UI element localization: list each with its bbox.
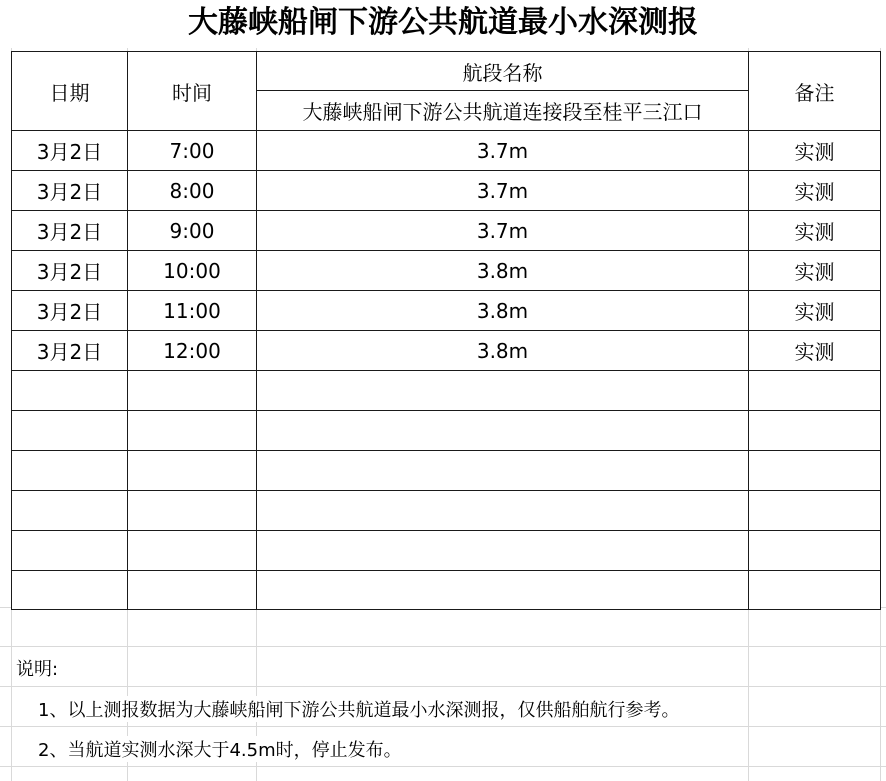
table-row (12, 211, 881, 251)
empty-row (12, 491, 881, 531)
remark-cell: 实测 (749, 331, 881, 371)
empty-cell (128, 411, 257, 451)
depth-cell: 3.7m (257, 211, 749, 251)
date-cell: 3月2日 (12, 331, 128, 371)
depth-report-table (11, 51, 881, 610)
section-name: 大藤峡船闸下游公共航道连接段至桂平三江口 (257, 91, 749, 131)
empty-cell (749, 451, 881, 491)
header-row (12, 52, 881, 91)
time-cell: 12:00 (128, 331, 257, 371)
note-item: 2、当航道实测水深大于4.5m时，停止发布。 (38, 736, 402, 762)
empty-cell (12, 531, 128, 571)
empty-cell (12, 571, 128, 610)
time-cell: 9:00 (128, 211, 257, 251)
time-header: 时间 (128, 52, 257, 131)
remark-header: 备注 (749, 52, 881, 131)
date-cell: 3月2日 (12, 131, 128, 171)
gridline (0, 726, 886, 727)
date-cell: 3月2日 (12, 211, 128, 251)
empty-cell (257, 571, 749, 610)
depth-cell: 3.8m (257, 291, 749, 331)
depth-cell: 3.8m (257, 331, 749, 371)
table-row (12, 251, 881, 291)
time-cell: 10:00 (128, 251, 257, 291)
empty-cell (749, 371, 881, 411)
time-cell: 7:00 (128, 131, 257, 171)
empty-cell (12, 491, 128, 531)
date-cell: 3月2日 (12, 251, 128, 291)
table-row (12, 331, 881, 371)
table-row (12, 131, 881, 171)
time-cell: 11:00 (128, 291, 257, 331)
table-row (12, 171, 881, 211)
remark-cell: 实测 (749, 171, 881, 211)
remark-cell: 实测 (749, 251, 881, 291)
empty-cell (128, 531, 257, 571)
section-header: 航段名称 (257, 52, 749, 91)
depth-cell: 3.8m (257, 251, 749, 291)
gridline (0, 646, 886, 647)
empty-cell (257, 411, 749, 451)
empty-cell (128, 371, 257, 411)
remark-cell: 实测 (749, 131, 881, 171)
time-cell: 8:00 (128, 171, 257, 211)
empty-cell (749, 491, 881, 531)
empty-cell (12, 411, 128, 451)
empty-row (12, 571, 881, 610)
empty-cell (12, 451, 128, 491)
notes-heading: 说明: (16, 655, 58, 681)
gridline (0, 766, 886, 767)
empty-row (12, 371, 881, 411)
depth-cell: 3.7m (257, 131, 749, 171)
empty-cell (128, 451, 257, 491)
remark-cell: 实测 (749, 291, 881, 331)
empty-cell (12, 371, 128, 411)
empty-cell (128, 491, 257, 531)
empty-cell (257, 371, 749, 411)
note-item: 1、以上测报数据为大藤峡船闸下游公共航道最小水深测报，仅供船舶航行参考。 (38, 696, 679, 722)
empty-cell (749, 531, 881, 571)
date-header: 日期 (12, 52, 128, 131)
depth-cell: 3.7m (257, 171, 749, 211)
empty-row (12, 411, 881, 451)
gridline (0, 686, 886, 687)
empty-cell (749, 411, 881, 451)
empty-cell (749, 571, 881, 610)
empty-row (12, 531, 881, 571)
empty-cell (257, 531, 749, 571)
remark-cell: 实测 (749, 211, 881, 251)
page-title: 大藤峡船闸下游公共航道最小水深测报 (0, 0, 886, 48)
table-row (12, 291, 881, 331)
empty-cell (128, 571, 257, 610)
empty-cell (257, 451, 749, 491)
date-cell: 3月2日 (12, 291, 128, 331)
empty-cell (257, 491, 749, 531)
empty-row (12, 451, 881, 491)
date-cell: 3月2日 (12, 171, 128, 211)
